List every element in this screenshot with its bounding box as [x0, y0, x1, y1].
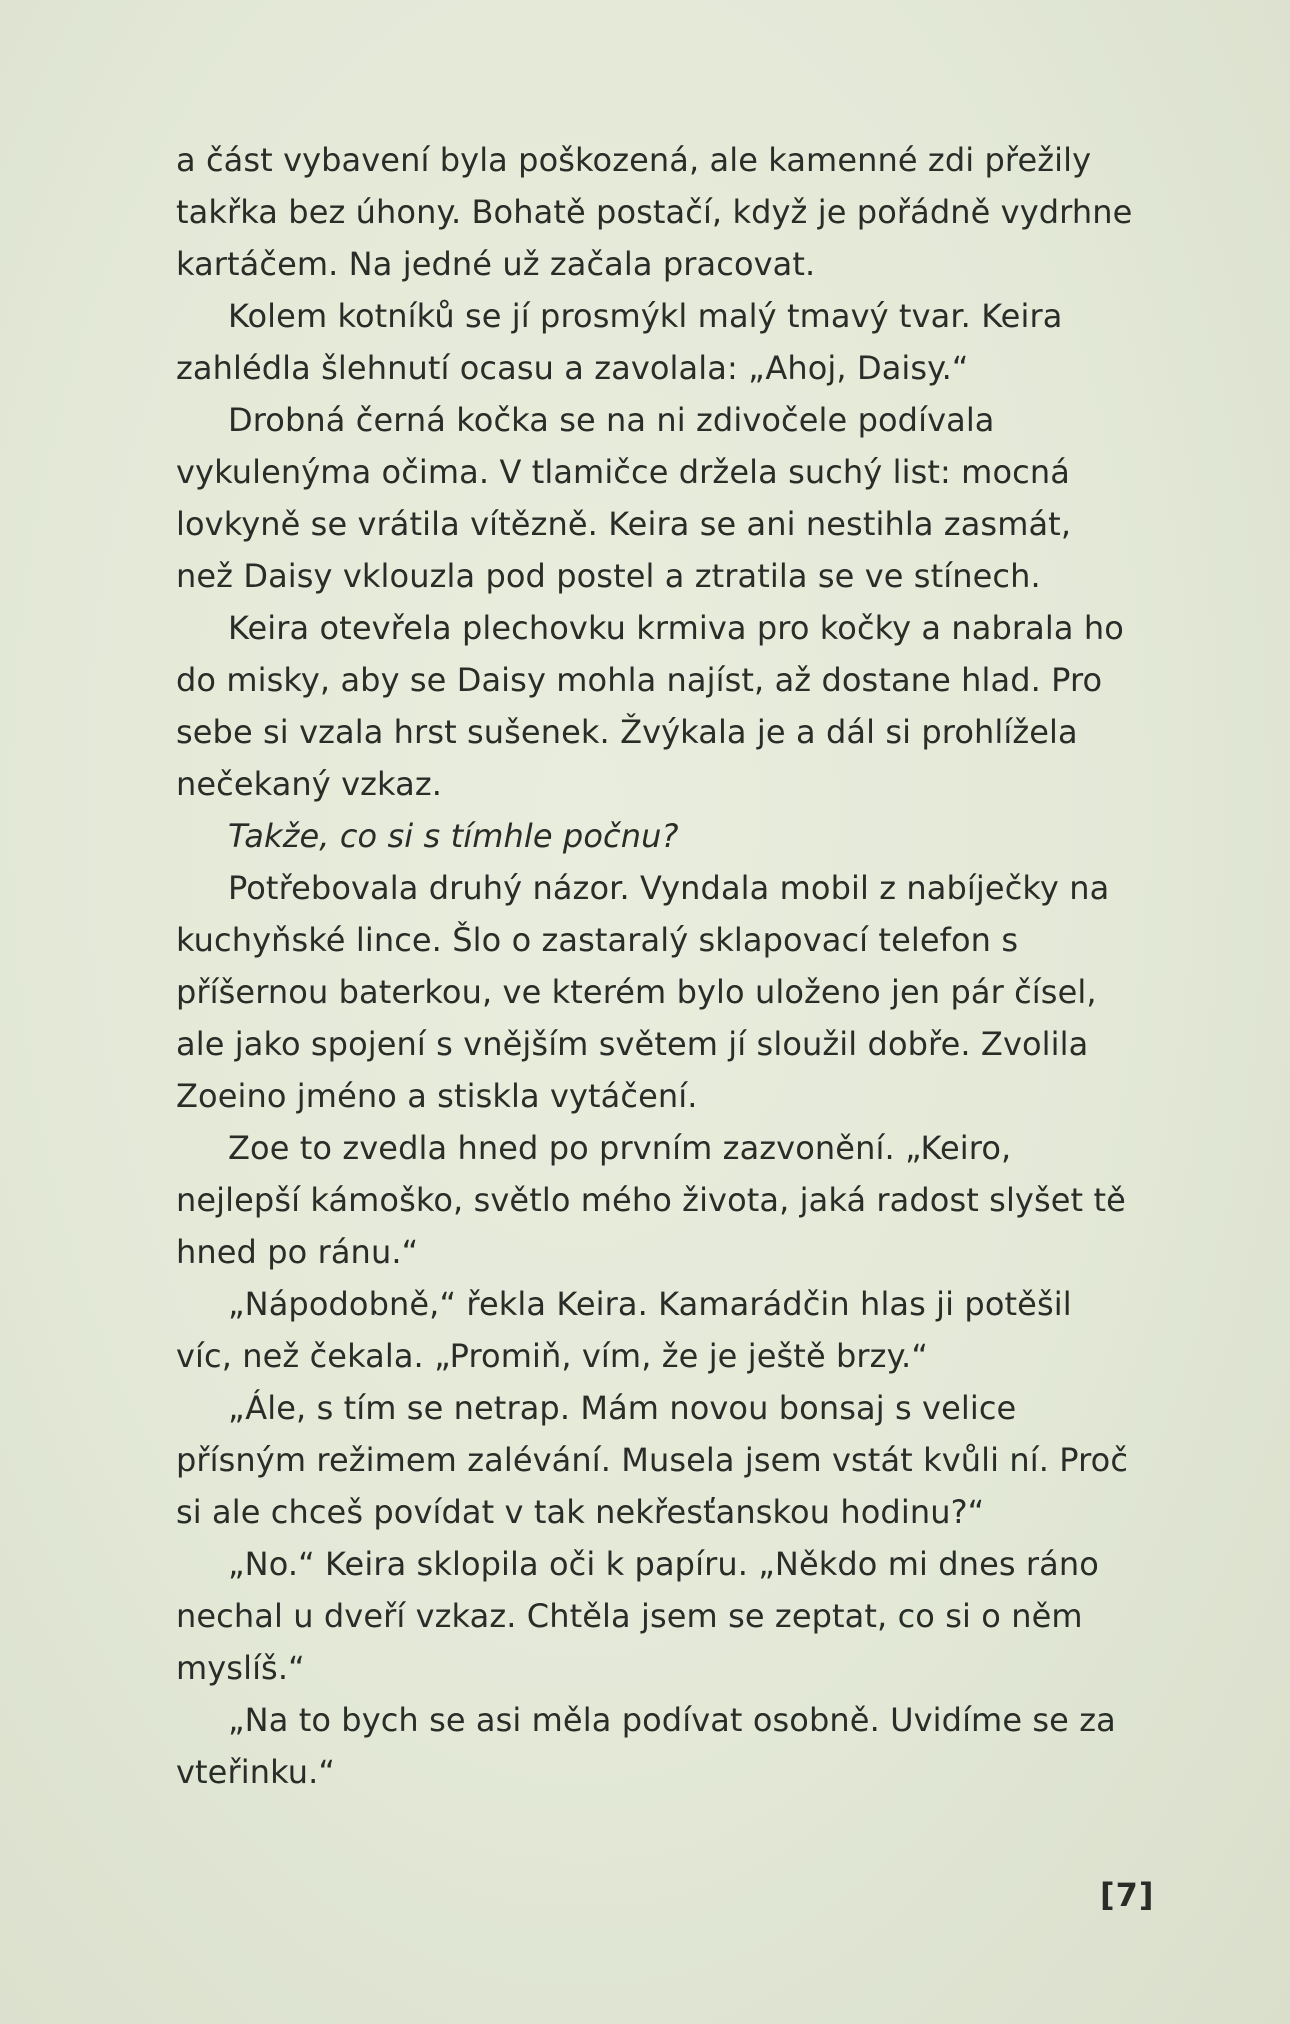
paragraph: Zoe to zvedla hned po prvním zazvonění. „Keiro, nejlepší kámoško, světlo mého života, jaká radost slyšet tě hned po ránu.“ [176, 1129, 1126, 1271]
page-number: [7] [1100, 1876, 1155, 1914]
paragraph: „Nápodobně,“ řekla Keira. Kamarádčin hlas ji potěšil víc, než čekala. „Promiň, vím, že je ještě brzy.“ [176, 1285, 1072, 1375]
body-text [176, 134, 1136, 1798]
paragraph: Kolem kotníků se jí prosmýkl malý tmavý tvar. Keira zahlédla šlehnutí ocasu a zavolala: „Ahoj, Daisy.“ [176, 297, 1063, 387]
paragraph: Keira otevřela plechovku krmiva pro kočky a nabrala ho do misky, aby se Daisy mohla najíst, až dostane hlad. Pro sebe si vzala hrst sušenek. Žvýkala je a dál si prohlížela nečekaný vzkaz. [176, 609, 1124, 803]
paragraph: a část vybavení byla poškozená, ale kamenné zdi přežily takřka bez úhony. Bohatě postačí, když je pořádně vydrhne kartáčem. Na jedné už začala pracovat. [176, 141, 1133, 283]
paragraph: Potřebovala druhý názor. Vyndala mobil z nabíječky na kuchyňské lince. Šlo o zastaralý sklapovací telefon s příšernou baterkou, ve kterém bylo uloženo jen pár čísel, ale jako spojení s vnějším světem jí sloužil dobře. Zvolila Zoeino jméno a stiskla vytáčení. [176, 869, 1110, 1115]
paragraph: „Ále, s tím se netrap. Mám novou bonsaj s velice přísným režimem zalévání. Musela jsem vstát kvůli ní. Proč si ale chceš povídat v tak nekřesťanskou hodinu?“ [176, 1389, 1129, 1531]
paragraph-italic-thought: Takže, co si s tímhle počnu? [228, 817, 679, 855]
paragraph: Drobná černá kočka se na ni zdivočele podívala vykulenýma očima. V tlamičce držela suchý list: mocná lovkyně se vrátila vítězně. Keira se ani nestihla zasmát, než Daisy vklouzla pod postel a ztratila se ve stínech. [176, 401, 1072, 595]
paragraph: „Na to bych se asi měla podívat osobně. Uvidíme se za vteřinku.“ [176, 1701, 1116, 1791]
paragraph: „No.“ Keira sklopila oči k papíru. „Někdo mi dnes ráno nechal u dveří vzkaz. Chtěla jsem se zeptat, co si o něm myslíš.“ [176, 1545, 1099, 1687]
